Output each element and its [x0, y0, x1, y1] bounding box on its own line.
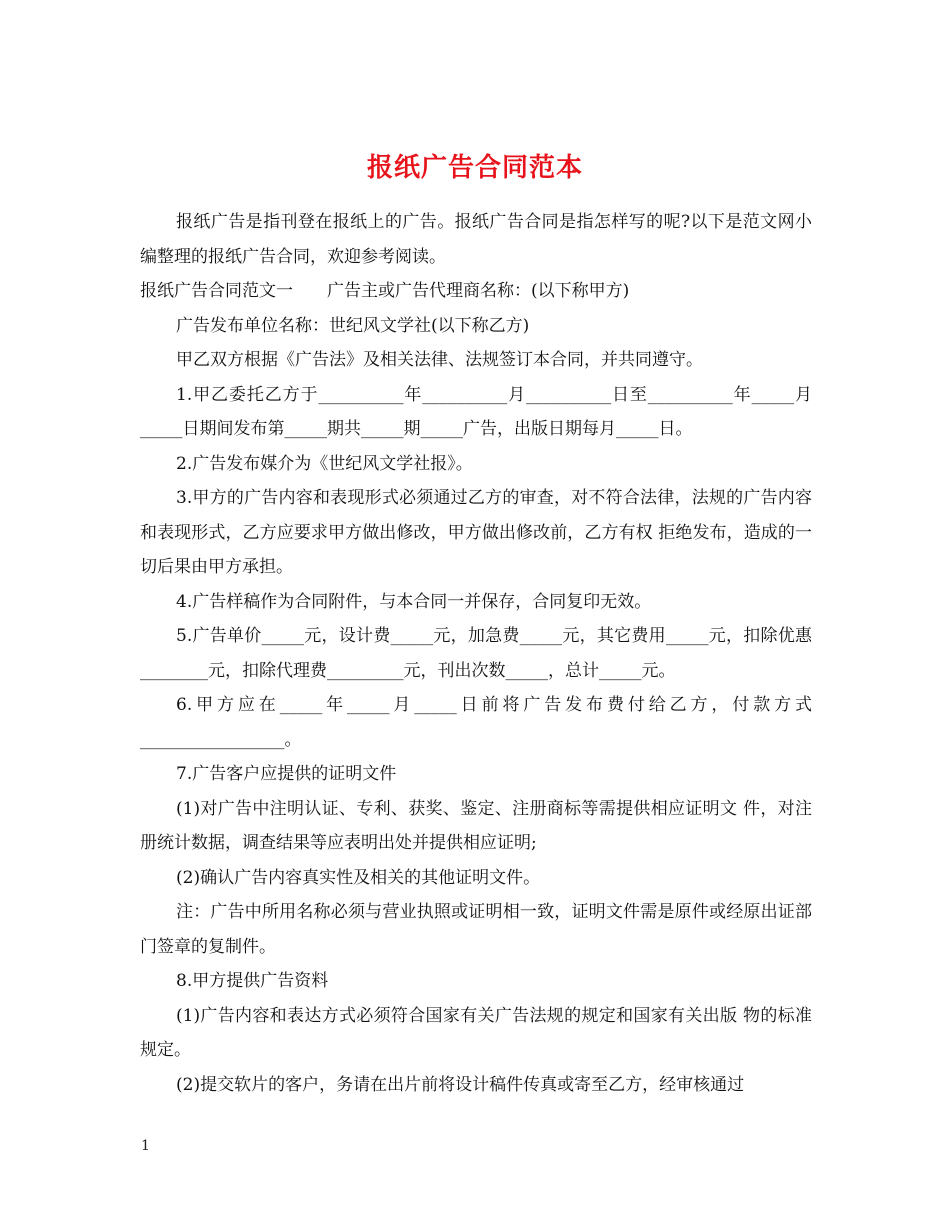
clause-7-item-2: (2)确认广告内容真实性及相关的其他证明文件。 — [176, 867, 541, 888]
page-number: 1 — [141, 1138, 150, 1154]
clause-7-note: 注：广告中所用名称必须与营业执照或证明相一致，证明文件需是原件或经原出证部门签章的复制件。 — [140, 902, 812, 957]
document-title: 报纸广告合同范本 — [366, 153, 583, 184]
paragraph-sample-heading: 报纸广告合同范文一 广告主或广告代理商名称：(以下称甲方) — [140, 281, 630, 301]
paragraph-publisher: 广告发布单位名称：世纪风文学社(以下称乙方) — [176, 315, 530, 336]
clause-8: 8.甲方提供广告资料 — [176, 971, 329, 991]
clause-6: 6.甲方应在_____年_____月_____日前将广告发布费付给乙方，付款方式_________________。 — [140, 695, 812, 750]
clause-3: 3.甲方的广告内容和表现形式必须通过乙方的审查，对不符合法律，法规的广告内容和表现形式，乙方应要求甲方做出修改，甲方做出修改前，乙方有权 拒绝发布，造成的一切后果由甲方承担。 — [140, 488, 812, 577]
document-body — [140, 205, 812, 1102]
clause-4: 4.广告样稿作为合同附件，与本合同一并保存，合同复印无效。 — [176, 591, 652, 612]
clause-8-item-1: (1)广告内容和表达方式必须符合国家有关广告法规的规定和国家有关出版 物的标准规定。 — [140, 1005, 812, 1060]
paragraph-agreement: 甲乙双方根据《广告法》及相关法律、法规签订本合同，并共同遵守。 — [176, 350, 703, 370]
clause-8-item-2: (2)提交软片的客户，务请在出片前将设计稿件传真或寄至乙方，经审核通过 — [176, 1074, 745, 1095]
clause-1: 1.甲乙委托乙方于__________年__________月__________日至__________年_____月_____日期间发布第_____期共_____期_____广告，出版日期每月_____日。 — [140, 384, 812, 439]
clause-2: 2.广告发布媒介为《世纪风文学社报》。 — [176, 453, 473, 474]
clause-5: 5.广告单价_____元，设计费_____元，加急费_____元，其它费用_____元，扣除优惠________元，扣除代理费_________元，刊出次数_____，总计_____元。 — [140, 626, 812, 681]
clause-7-item-1: (1)对广告中注明认证、专利、获奖、鉴定、注册商标等需提供相应证明文 件，对注册统计数据，调查结果等应表明出处并提供相应证明; — [140, 798, 812, 853]
clause-7: 7.广告客户应提供的证明文件 — [176, 764, 397, 784]
paragraph-intro: 报纸广告是指刊登在报纸上的广告。报纸广告合同是指怎样写的呢?以下是范文网小编整理的报纸广告合同，欢迎参考阅读。 — [140, 212, 812, 267]
